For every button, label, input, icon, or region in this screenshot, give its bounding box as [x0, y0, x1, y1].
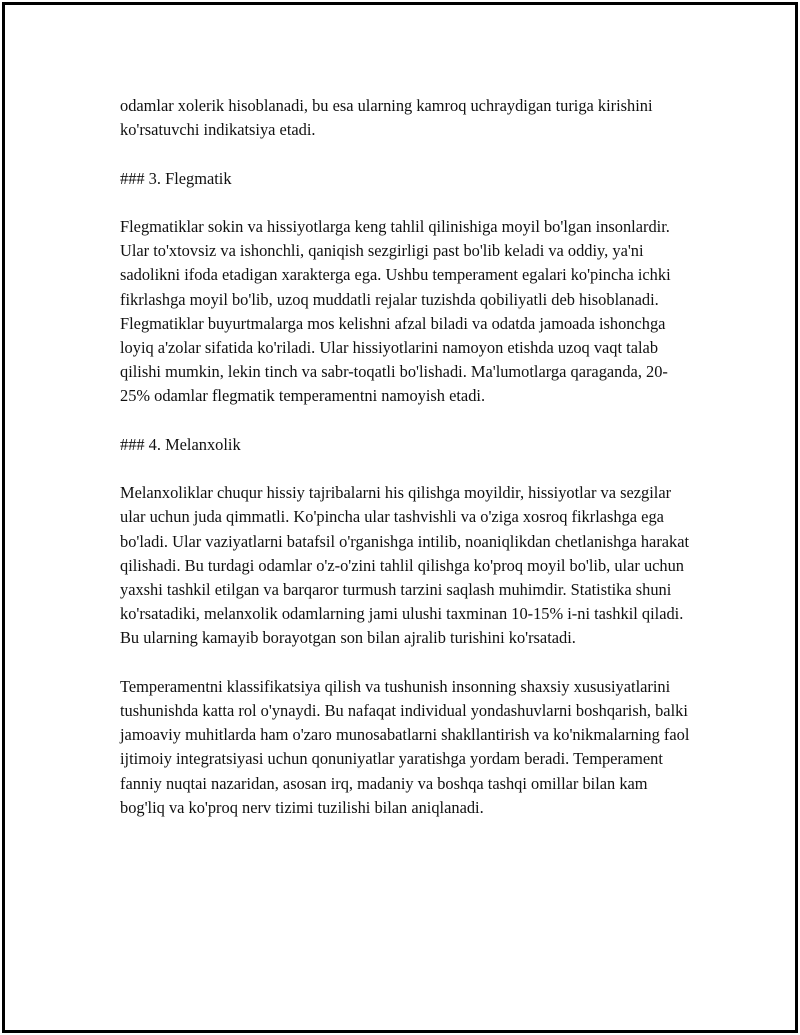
- heading-melanxolik: ### 4. Melanxolik: [120, 434, 241, 454]
- paragraph-flegmatik: Flegmatiklar sokin va hissiyotlarga keng tahlil qilinishiga moyil bo'lgan insonlardir. Ular to'xtovsiz va ishonchli, qaniqish sezgirligi past bo'lib keladi va oddiy, ya'ni sadolikni ifoda etadigan xarakterga ega. Ushbu temperament egalari ko'pincha ichki fikrlashga moyil bo'lib, uzoq muddatli rejalar tuzishda qobiliyatli deb hisoblanadi. Flegmatiklar buyurtmalarga mos kelishni afzal biladi va odatda jamoada ishonchga loyiq a'zolar sifatida ko'riladi. Ular hissiyotlarini namoyon etishda uzoq vaqt talab qilishi mumkin, lekin tinch va sabr-toqatli bo'lishadi. Ma'lumotlarga qaraganda, 20-25% odamlar flegmatik temperamentni namoyish etadi.: [120, 216, 671, 406]
- heading-flegmatik: ### 3. Flegmatik: [120, 168, 232, 188]
- document-body: [120, 94, 690, 844]
- document-page: [2, 2, 798, 1033]
- paragraph-xolerik-continuation: odamlar xolerik hisoblanadi, bu esa ularning kamroq uchraydigan turiga kirishini ko'rsatuvchi indikatsiya etadi.: [120, 96, 653, 140]
- paragraph-conclusion: Temperamentni klassifikatsiya qilish va tushunish insonning shaxsiy xususiyatlarini tushunishda katta rol o'ynaydi. Bu nafaqat individual yondashuvlarni boshqarish, balki jamoaviy muhitlarda ham o'zaro munosabatlarni shakllantirish va ko'nikmalarning faol ijtimoiy integratsiyasi uchun qonuniyatlar yaratishga yordam beradi. Temperament fanniy nuqtai nazaridan, asosan irq, madaniy va boshqa tashqi omillar bilan kam bog'liq va ko'proq nerv tizimi tuzilishi bilan aniqlanadi.: [120, 676, 690, 817]
- paragraph-melanxolik: Melanxoliklar chuqur hissiy tajribalarni his qilishga moyildir, hissiyotlar va sezgilar ular uchun juda qimmatli. Ko'pincha ular tashvishli va o'ziga xosroq fikrlashga ega bo'ladi. Ular vaziyatlarni batafsil o'rganishga intilib, noaniqlikdan chetlanishga harakat qilishadi. Bu turdagi odamlar o'z-o'zini tahlil qilishga ko'proq moyil bo'lib, ular uchun yaxshi tashkil etilgan va barqaror turmush tarzini saqlash muhimdir. Statistika shuni ko'rsatadiki, melanxolik odamlarning jami ulushi taxminan 10-15% i-ni tashkil qiladi. Bu ularning kamayib borayotgan son bilan ajralib turishini ko'rsatadi.: [120, 483, 690, 648]
